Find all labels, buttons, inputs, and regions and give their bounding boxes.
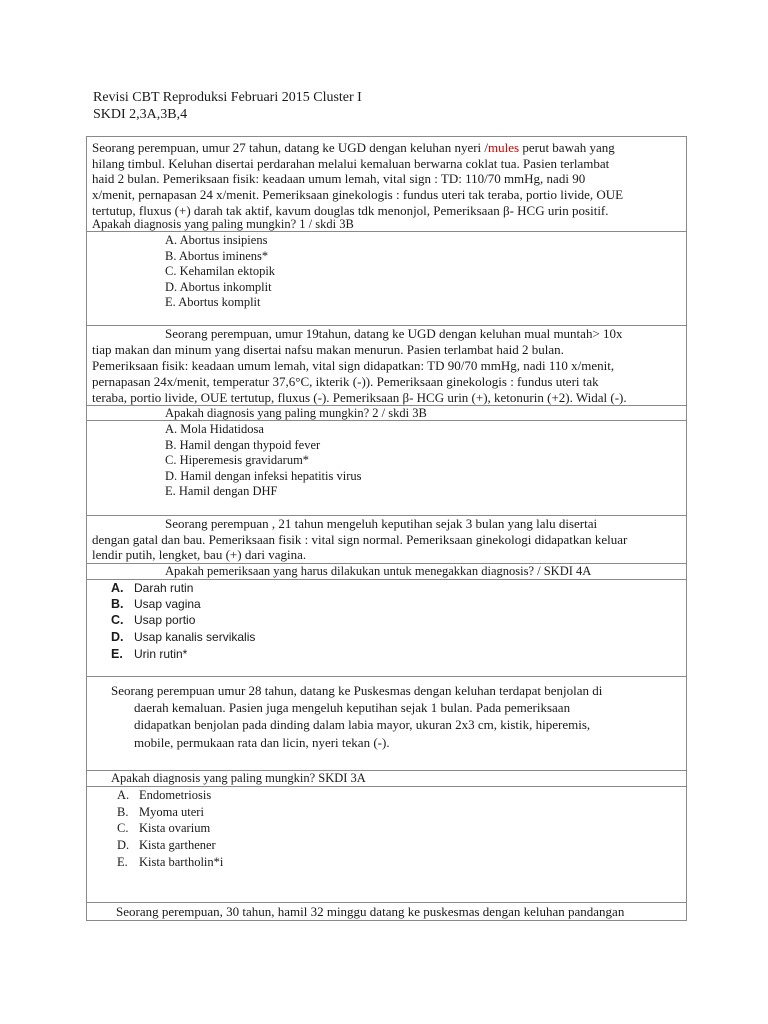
q4-question: Apakah diagnosis yang paling mungkin? SKDI 3A: [111, 771, 366, 785]
q1-option-d: D. Abortus inkomplit: [165, 279, 272, 294]
q3-question: Apakah pemeriksaan yang harus dilakukan untuk menegakkan diagnosis? / SKDI 4A: [165, 564, 592, 578]
table-border-left: [86, 136, 87, 921]
option-text: Usap portio: [134, 613, 196, 627]
q1-stem-line: Seorang perempuan, umur 27 tahun, datang ke UGD dengan keluhan nyeri /mules perut bawah yang: [92, 140, 615, 155]
q3-stem-line: Seorang perempuan , 21 tahun mengeluh keputihan sejak 3 bulan yang lalu disertai: [165, 516, 598, 531]
table-border-right: [686, 136, 687, 921]
option-letter: B.: [111, 597, 124, 611]
q2-stem-line: pernapasan 24x/menit, temperatur 37,6°C, ikterik (-)). Pemeriksaan ginekologis : fundus uteri tak: [92, 374, 599, 389]
option-text: Myoma uteri: [139, 805, 204, 819]
q1-stem-line: hilang timbul. Keluhan disertai perdarahan melalui kemaluan berwarna coklat tua. Pasien terlambat: [92, 155, 610, 171]
option-letter: E.: [117, 855, 128, 869]
q2-stem-line: Seorang perempuan, umur 19tahun, datang ke UGD dengan keluhan mual muntah> 10x: [165, 326, 623, 341]
option-text: Kista garthener: [139, 838, 216, 852]
row-divider: [86, 676, 686, 677]
option-text: Endometriosis: [139, 788, 212, 802]
option-letter: A.: [111, 581, 124, 595]
highlighted-word: mules: [488, 140, 520, 155]
q2-option-c: C. Hiperemesis gravidarum*: [165, 453, 310, 467]
q2-stem-line: Pemeriksaan fisik: keadaan umum lemah, vital sign didapatkan: TD 90/70 mmHg, nadi 110 x/menit,: [92, 358, 615, 373]
option-text: Usap kanalis servikalis: [134, 630, 256, 644]
row-divider: [86, 920, 686, 921]
row-divider: [86, 786, 686, 787]
table-border-top: [86, 136, 686, 137]
option-letter: C.: [111, 613, 124, 627]
q3-stem-line: lendir putih, lengket, bau (+) dari vagina.: [92, 547, 307, 562]
option-text: Darah rutin: [134, 581, 194, 595]
row-divider: [86, 902, 686, 903]
option-letter: B.: [117, 805, 129, 819]
option-letter: D.: [111, 630, 124, 644]
q1-question: Apakah diagnosis yang paling mungkin? 1 / skdi 3B: [92, 217, 354, 231]
q2-stem-line: tiap makan dan minum yang disertai nafsu makan menurun. Pasien terlambat haid 2 bulan.: [92, 342, 564, 357]
q5-stem-line: Seorang perempuan, 30 tahun, hamil 32 minggu datang ke puskesmas dengan keluhan pandangan: [116, 904, 625, 919]
q2-option-a: A. Mola Hidatidosa: [165, 422, 264, 436]
q3-stem-line: dengan gatal dan bau. Pemeriksaan fisik : vital sign normal. Pemeriksaan ginekologi didapatkan keluar: [92, 532, 628, 547]
q2-question: Apakah diagnosis yang paling mungkin? 2 / skdi 3B: [165, 406, 427, 420]
option-text: Urin rutin*: [134, 647, 188, 661]
q4-stem-line: didapatkan benjolan pada dinding dalam labia mayor, ukuran 2x3 cm, kistik, hiperemis,: [134, 717, 591, 732]
q2-option-e: E. Hamil dengan DHF: [165, 484, 278, 498]
option-text: Kista bartholin*i: [139, 855, 224, 869]
option-letter: A.: [117, 788, 130, 802]
q1-stem-line: x/menit, pernapasan 24 x/menit. Pemeriksaan ginekologis : fundus uteri tak teraba, portio livide, OUE: [92, 187, 624, 203]
q1-stem-line: haid 2 bulan. Pemeriksaan fisik: keadaan umum lemah, vital sign : TD: 110/70 mmHg, nadi 90: [92, 171, 586, 187]
option-letter: E.: [111, 647, 123, 661]
document-subtitle: SKDI 2,3A,3B,4: [93, 107, 188, 122]
q2-option-d: D. Hamil dengan infeksi hepatitis virus: [165, 468, 362, 483]
document-title: Revisi CBT Reproduksi Februari 2015 Cluster I: [93, 90, 362, 105]
q2-option-b: B. Hamil dengan thypoid fever: [165, 437, 321, 452]
option-letter: D.: [117, 838, 130, 852]
q1-option-b: B. Abortus iminens*: [165, 248, 269, 263]
q4-stem-line: daerah kemaluan. Pasien juga mengeluh keputihan sejak 1 bulan. Pada pemeriksaan: [134, 700, 571, 715]
q1-option-a: A. Abortus insipiens: [165, 233, 268, 247]
q2-stem-line: teraba, portio livide, OUE tertutup, fluxus (-). Pemeriksaan β- HCG urin (+), ketonurin (+2). Widal (-).: [92, 390, 627, 405]
q4-stem-line: mobile, permukaan rata dan licin, nyeri tekan (-).: [134, 735, 390, 750]
q1-option-e: E. Abortus komplit: [165, 295, 261, 309]
row-divider: [86, 579, 686, 580]
q4-stem-line: Seorang perempuan umur 28 tahun, datang ke Puskesmas dengan keluhan terdapat benjolan di: [111, 683, 603, 698]
q1-option-c: C. Kehamilan ektopik: [165, 264, 276, 278]
q1-stem-line: tertutup, fluxus (+) darah tak aktif, kavum douglas tdk menonjol, Pemeriksaan β- HCG urin positif.: [92, 202, 609, 218]
option-text: Kista ovarium: [139, 821, 211, 835]
option-letter: C.: [117, 821, 129, 835]
option-text: Usap vagina: [134, 597, 201, 611]
